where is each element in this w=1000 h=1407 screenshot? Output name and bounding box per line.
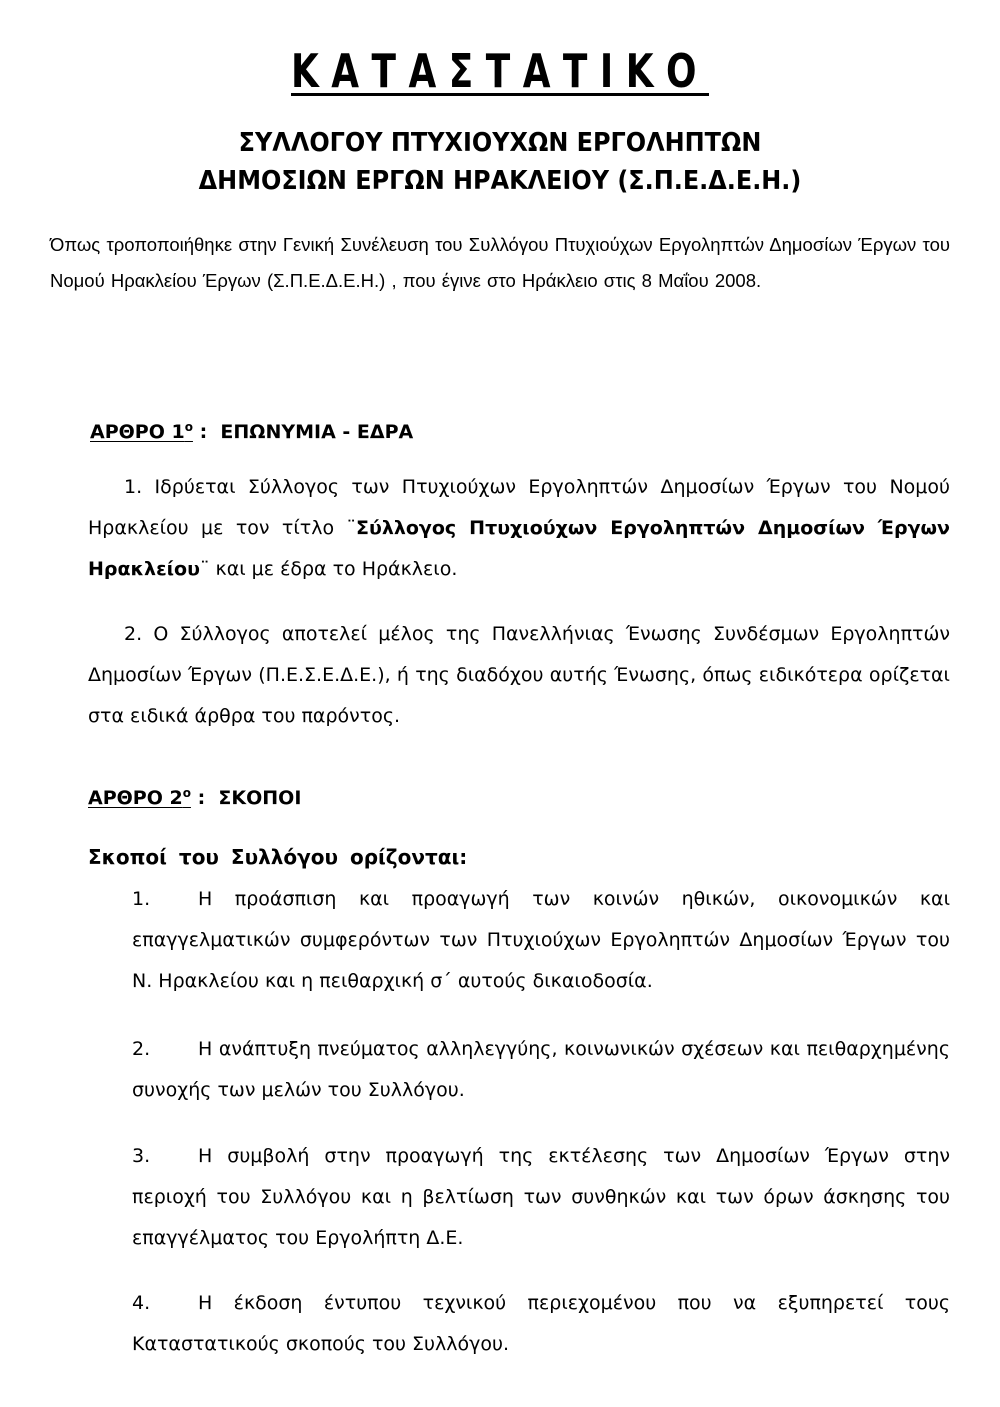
paragraph-text: Ιδρύεται Σύλλογος των Πτυχιούχων Εργοληπτών Δημοσίων Έργων του Νομού Ηρακλείου με τον τίτλο — [88, 476, 950, 539]
article-1-label — [90, 421, 193, 443]
article-1-separator: : — [192, 421, 221, 443]
item-text: Η έκδοση έντυπου τεχνικού περιεχομένου που να εξυπηρετεί τους Καταστατικούς σκοπούς του Συλλόγου. — [132, 1292, 950, 1355]
paragraph-text-end: και με έδρα το Ηράκλειο. — [209, 558, 458, 580]
purpose-item-4 — [132, 1283, 950, 1365]
purposes-intro: Σκοποί του Συλλόγου ορίζονται: — [88, 845, 468, 869]
purpose-item-1 — [132, 879, 950, 1002]
document-title-text: ΚΑΤΑΣΤΑΤΙΚΟ — [291, 44, 709, 98]
paragraph-text: Ο Σύλλογος αποτελεί μέλος της Πανελλήνιας Ένωσης Συνδέσμων Εργοληπτών Δημοσίων Έργων (Π.Ε.Σ.Ε.Δ.Ε.), ή της διαδόχου αυτής Ένωσης, όπως ειδικότερα ορίζεται στα ειδικά άρθρα του παρόντος. — [88, 623, 950, 727]
article-2-number: ΑΡΘΡΟ 2 — [88, 787, 183, 809]
article-1-heading — [90, 420, 413, 443]
article-1-paragraph-2 — [88, 614, 950, 737]
item-number: 3. — [132, 1145, 151, 1167]
item-number: 2. — [132, 1038, 151, 1060]
quote-open: ¨ — [346, 517, 357, 539]
article-2-label — [88, 787, 191, 809]
article-1-title: ΕΠΩΝΥΜΙΑ - ΕΔΡΑ — [220, 421, 414, 443]
item-number: 4. — [132, 1292, 151, 1314]
purpose-item-3 — [132, 1136, 950, 1259]
subtitle-line-2: ΔΗΜΟΣΙΩΝ ΕΡΓΩΝ ΗΡΑΚΛΕΙΟΥ (Σ.Π.Ε.Δ.Ε.Η.) — [198, 166, 802, 196]
purpose-item-2 — [132, 1029, 950, 1111]
association-name: Σύλλογος Πτυχιούχων Εργοληπτών Δημοσίων Έργων Ηρακλείου — [88, 517, 950, 580]
article-2-ordinal: ο — [182, 786, 191, 800]
article-2-separator: : — [190, 787, 219, 809]
item-text: Η προάσπιση και προαγωγή των κοινών ηθικών, οικονομικών και επαγγελματικών συμφερόντων των Πτυχιούχων Εργοληπτών Δημοσίων Έργων του Ν. Ηρακλείου και η πειθαρχική σ΄ αυτούς δικαιοδοσία. — [132, 888, 950, 992]
article-1-paragraph-1 — [88, 467, 950, 590]
article-2-heading — [88, 786, 301, 809]
item-text: Η ανάπτυξη πνεύματος αλληλεγγύης, κοινωνικών σχέσεων και πειθαρχημένης συνοχής των μελών του Συλλόγου. — [132, 1038, 950, 1101]
paragraph-number: 2. — [124, 623, 143, 645]
item-number: 1. — [132, 888, 151, 910]
paragraph-number: 1. — [124, 476, 143, 498]
amendment-note: Όπως τροποποιήθηκε στην Γενική Συνέλευση του Συλλόγου Πτυχιούχων Εργοληπτών Δημοσίων Έργων του Νομού Ηρακλείου Έργων (Σ.Π.Ε.Δ.Ε.Η.) , που έγινε στο Ηράκλειο στις 8 Μαΐου 2008. — [50, 234, 950, 291]
document-subtitle — [40, 124, 960, 200]
item-text: Η συμβολή στην προαγωγή της εκτέλεσης των Δημοσίων Έργων στην περιοχή του Συλλόγου και η βελτίωση των συνθηκών και των όρων άσκησης του επαγγέλματος του Εργολήπτη Δ.Ε. — [132, 1145, 950, 1249]
article-2-title: ΣΚΟΠΟΙ — [218, 787, 302, 809]
article-1-ordinal: ο — [184, 420, 193, 434]
subtitle-line-1: ΣΥΛΛΟΓΟΥ ΠΤΥΧΙΟΥΧΩΝ ΕΡΓΟΛΗΠΤΩΝ — [238, 128, 762, 158]
document-title — [110, 44, 890, 98]
article-1-number: ΑΡΘΡΟ 1 — [90, 421, 185, 443]
quote-close: ¨ — [199, 558, 210, 580]
